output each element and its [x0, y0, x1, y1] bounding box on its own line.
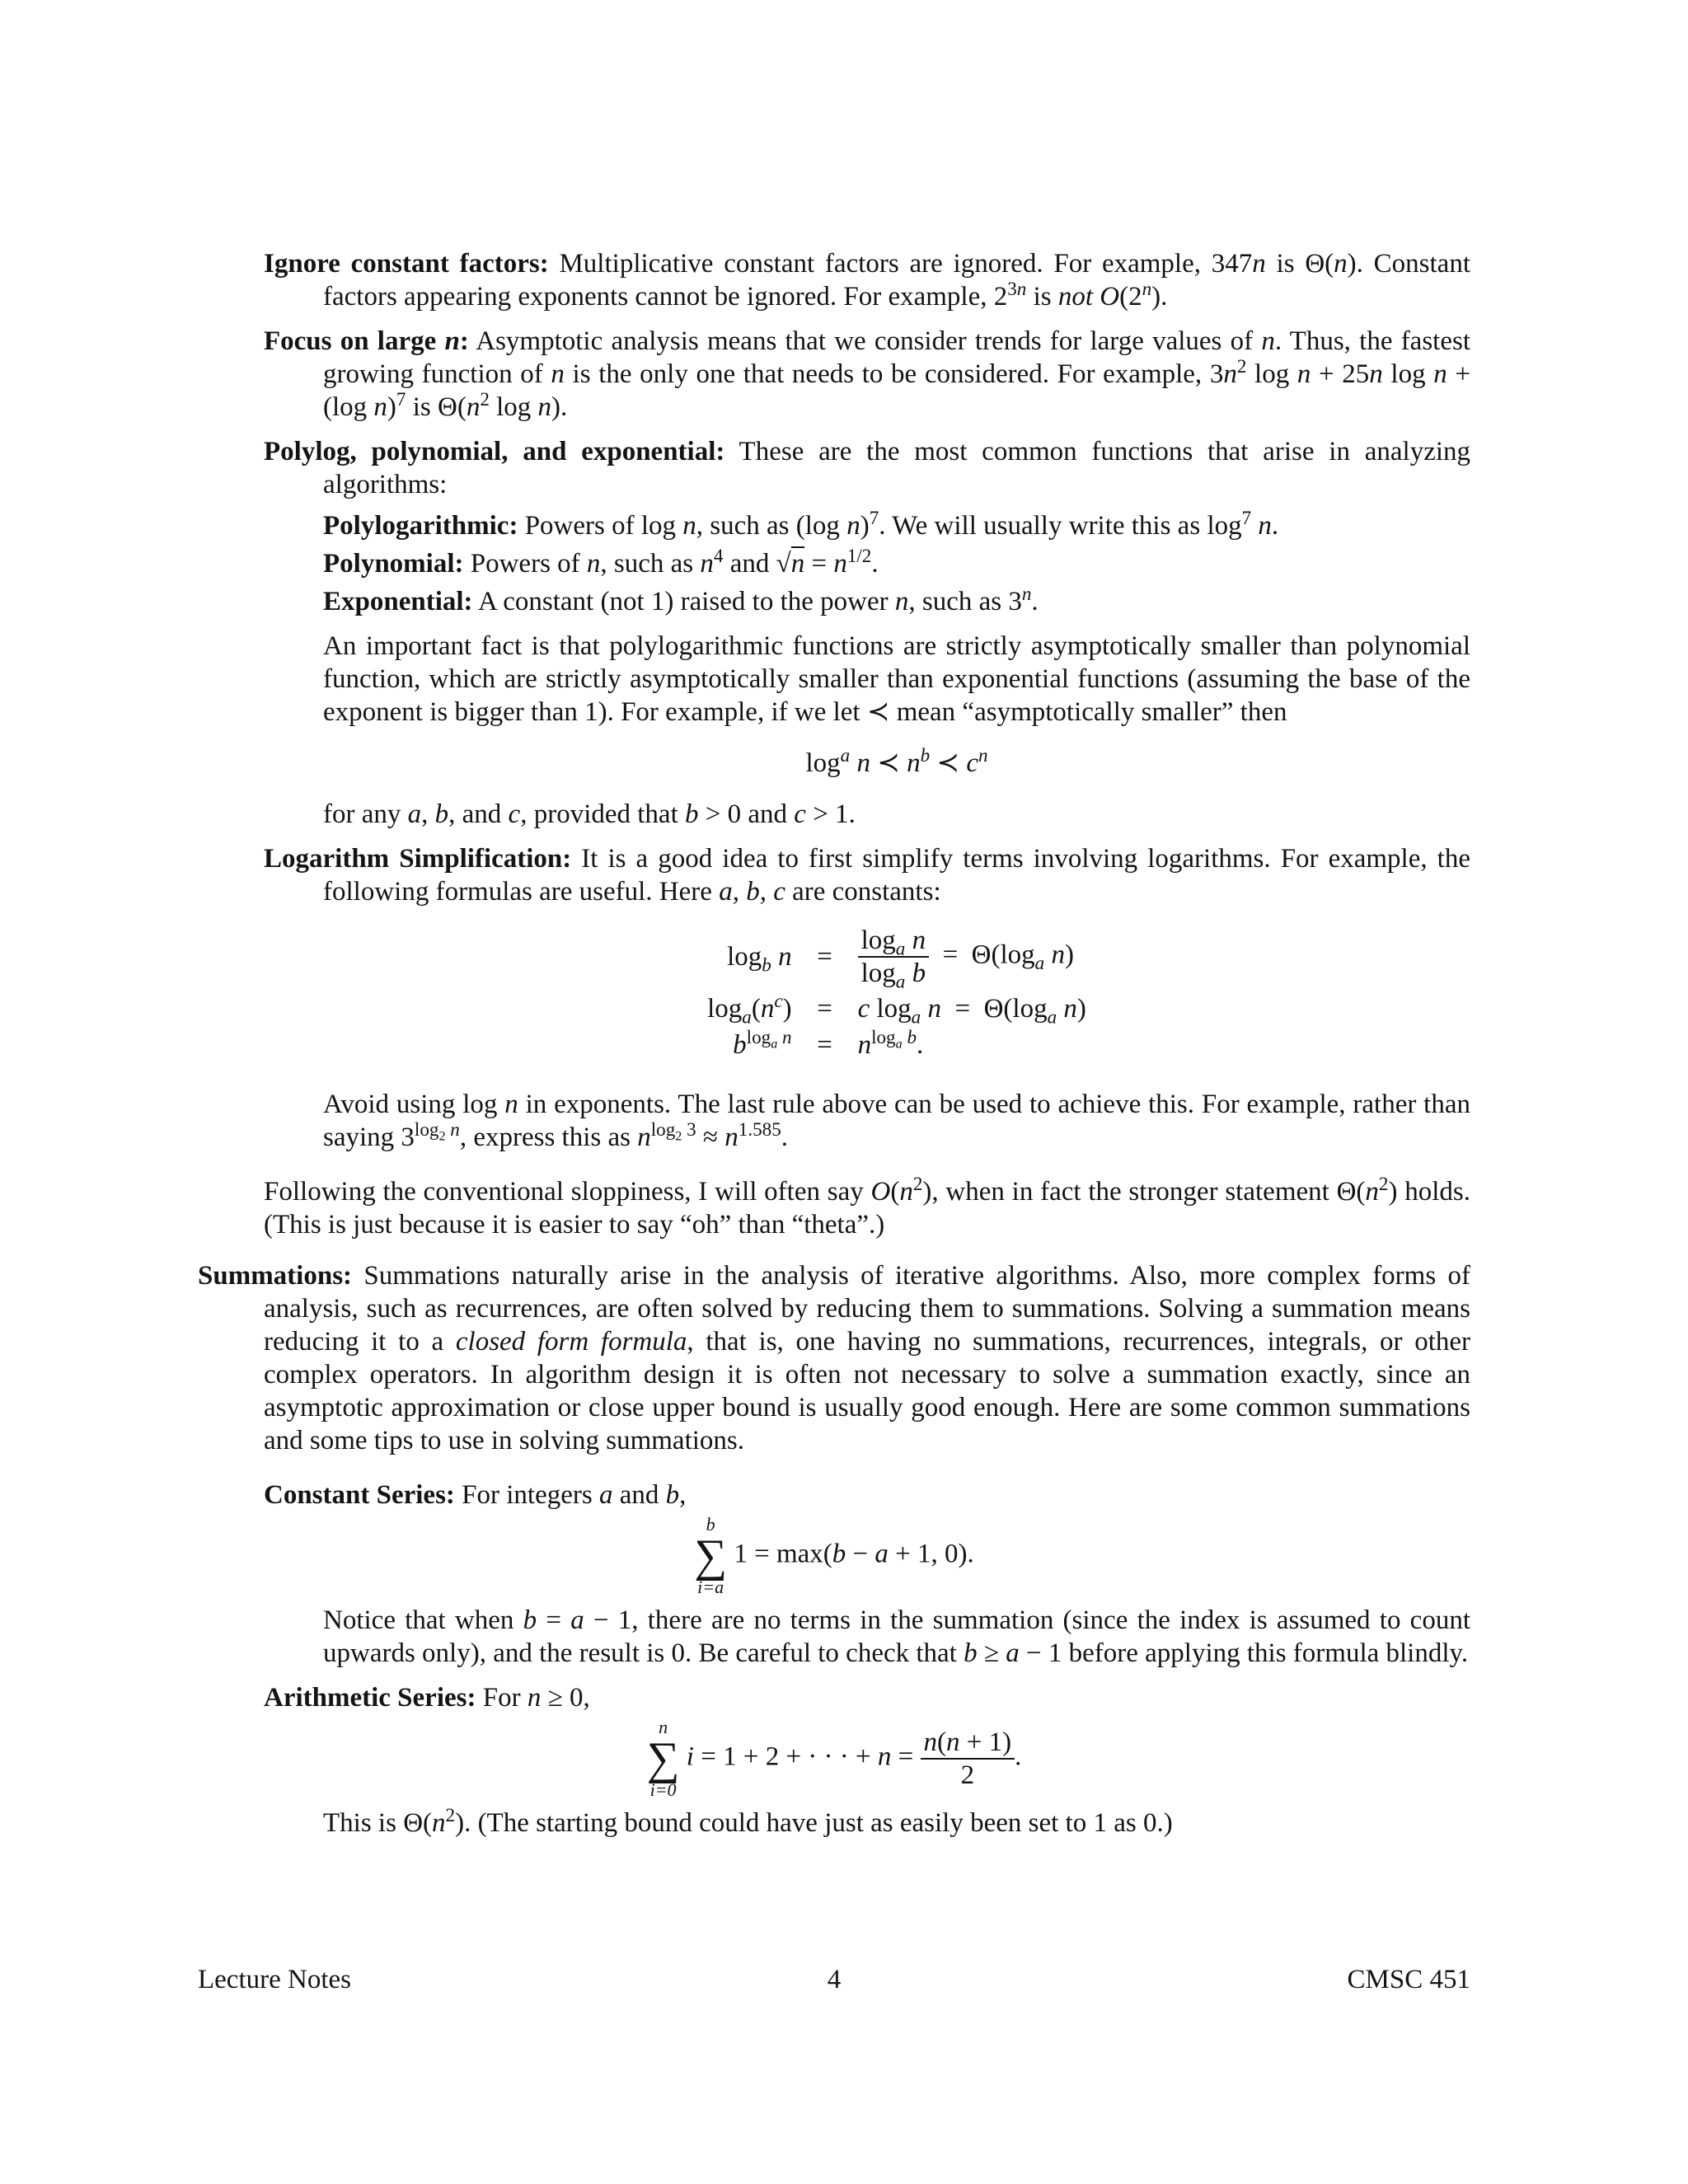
logarithm-simplification-item: Logarithm Simplification: It is a good idea to first simplify terms involving logarithms. For example, the following formulas are useful. Here a, b, c are constants: — [264, 844, 1470, 907]
constant-series-formula: b ∑ i=a 1 = max(b − a + 1, 0). — [694, 1514, 974, 1597]
constant-series-note: Notice that when b = a − 1, there are no terms in the summation (since the index is assumed to count upwards only), and the result is 0. Be careful to check that b ≥ a − 1 before applying this formula blindly. — [323, 1605, 1470, 1668]
polynomial-subitem: Polynomial: Powers of n, such as $n^4$ and $√n = n^{1/2}$. — [323, 545, 879, 579]
ordering-conditions: for any a, b, and c, provided that b > 0 and c > 1. — [323, 799, 856, 829]
math: (log n)$^7$ — [795, 507, 879, 541]
arithmetic-series-formula: n ∑ i=0 i = 1 + 2 + · · · + n = $\frac{n(n + 1)}{2}$ . — [646, 1717, 1022, 1800]
exponential-subitem: Exponential: A constant (not 1) raised to the power n, such as 3$^n$. — [323, 583, 1039, 616]
avoid-log-in-exponents-paragraph: Avoid using log n in exponents. The last rule above can be used to achieve this. For example, rather than saying $3^{log_2 n}$, express this as $n^{log_2 3} \approx n^{1.585}$. — [323, 1090, 1470, 1152]
summations-section: Summations: Summations naturally arise in the analysis of iterative algorithms. Also, more complex forms of analysis, such as recurrences, are often solved by reducing them to summations. Solving a summation means reducing it to a closed form formula, that is, one having no summations, recurrences, integrals, or other complex operators. In algorithm design it is often not necessary to solve a summation exactly, since an asymptotic approximation or close upper bound is usually good enough. Here are some common summations and some tips to use in solving summations. — [198, 1261, 1470, 1455]
math: $2^{3n}$ — [993, 278, 1027, 312]
log-formula-power-rule: $\log_a(n^c)$ = c $\log_a n = \Theta(\log_a$ n) — [707, 990, 1086, 1028]
footer-right: CMSC 451 — [1347, 1965, 1470, 1994]
math: Θ(n) — [1305, 249, 1357, 279]
item-title: Arithmetic Series: — [264, 1683, 476, 1713]
math: log n — [640, 511, 696, 541]
item-title: Constant Series: — [264, 1480, 455, 1510]
item-title: Focus on large n: — [264, 326, 469, 356]
page-footer — [198, 1963, 1470, 1996]
important-fact-paragraph: An important fact is that polylogarithmic functions are strictly asymptotically smaller than polynomial function, which are strictly asymptotically smaller than exponential functions (assuming the base of the exponent is bigger than 1). For example, if we let ≺ mean “asymptotically smaller” then — [323, 631, 1470, 727]
math: 3$^n$ — [1008, 583, 1032, 616]
math: $\log^7 n$ — [1207, 507, 1272, 541]
item-title: Logarithm Simplification: — [264, 844, 572, 874]
math: a, b, c — [719, 877, 785, 907]
polylogarithmic-subitem: Polylogarithmic: Powers of log n, such as (log n)$^7$. We will usually write this as $\log^7 n$. — [323, 507, 1279, 541]
item-title: Polylog, polynomial, and exponential: — [264, 437, 725, 466]
math: 347n — [1211, 249, 1266, 279]
item-title: Ignore constant factors: — [264, 249, 549, 279]
sloppiness-paragraph: Following the conventional sloppiness, I will often say $O(n^2)$, when in fact the stronger statement $\Theta(n^2)$ holds. (This is just because it is easier to say “oh” than “theta”.) — [264, 1173, 1470, 1240]
page-number: 4 — [827, 1965, 842, 1994]
log-formulas — [699, 923, 1095, 1063]
math: $√n = n^{1/2}$ — [776, 545, 872, 579]
footer-left: Lecture Notes — [198, 1965, 351, 1994]
polylog-polynomial-exponential-item: Polylog, polynomial, and exponential: These are the most common functions that arise in analyzing algorithms: — [264, 437, 1471, 499]
log-formula-change-of-base: $\log_b n$ = $\frac{\log_a n}{\log_a b}$ = $\Theta(\log_a$ n) — [727, 926, 1074, 992]
ignore-constant-factors-item: Ignore constant factors: Multiplicative constant factors are ignored. For example, 347n is Θ(n). Constant factors appearing exponents cannot be ignored. For example, $2^{3n}$ is not O(2$^n$). — [264, 249, 1470, 312]
arithmetic-series-item: Arithmetic Series: For n ≥ 0, — [264, 1683, 590, 1713]
log-formula-exponent-swap: $b^{log_a n}$ = $n^{log_a b}$. — [733, 1026, 924, 1060]
math: $n^4$ — [700, 545, 724, 579]
focus-large-n-item: Focus on large n: Asymptotic analysis means that we consider trends for large values of n. Thus, the fastest growing function of n is the only one that needs to be considered. For example, $3n^2$ log n + 25n log n + (log n)$^7$ is $\Theta(n^2$ log n). — [264, 326, 1470, 422]
math: $3n^2$ log n + 25n log n + (log n)$^7$ — [323, 355, 1470, 422]
arithmetic-series-note: This is $\Theta(n^2)$. (The starting bound could have just as easily been set to 1 as 0.) — [323, 1804, 1173, 1838]
constant-series-item: Constant Series: For integers a and b, — [264, 1480, 687, 1510]
page-body — [198, 247, 1470, 1846]
math: $\Theta(n^2$ log n) — [437, 388, 561, 422]
math: O(2$^n$) — [1100, 278, 1161, 312]
asymptotic-ordering-equation: $\log^a n$ ≺ $n^b$ ≺ $c^n$ — [805, 744, 988, 778]
section-title: Summations: — [198, 1261, 353, 1291]
